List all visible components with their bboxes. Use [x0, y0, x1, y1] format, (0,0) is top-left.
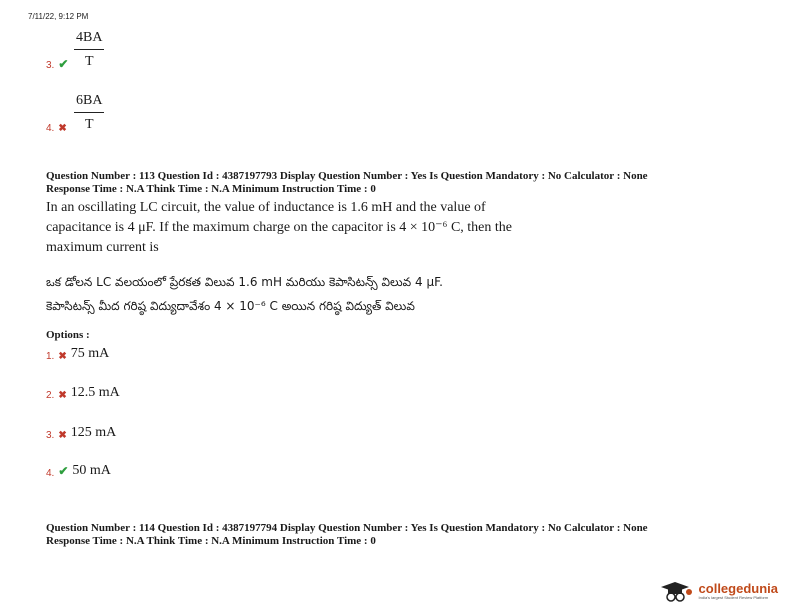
option-text: 125 mA — [70, 425, 117, 440]
question-113-english — [46, 198, 566, 258]
correct-check-icon: ✔ — [58, 464, 69, 478]
option-number: 3. — [46, 430, 55, 441]
meta-line-1: Question Number : 113 Question Id : 4387197793 Display Question Number : Yes Is Question Mandatory : No Calculator : None — [46, 170, 648, 182]
wrong-cross-icon: ✖ — [58, 351, 67, 362]
option-text: 50 mA — [72, 463, 111, 478]
question-114-meta — [46, 522, 648, 548]
prev-option-4-fraction — [74, 93, 104, 133]
print-timestamp: 7/11/22, 9:12 PM — [28, 12, 89, 21]
collegedunia-logo — [659, 580, 778, 602]
question-113-telugu — [46, 270, 443, 318]
option-text: 12.5 mA — [70, 385, 120, 400]
fraction-denominator: T — [84, 117, 94, 132]
graduate-cap-icon — [659, 580, 695, 602]
prev-option-4 — [46, 118, 67, 136]
prev-option-3-fraction — [74, 30, 104, 70]
logo-name: collegedunia — [698, 581, 778, 596]
wrong-cross-icon: ✖ — [58, 430, 67, 441]
fraction-numerator: 4BA — [74, 30, 104, 50]
option-number: 1. — [46, 351, 55, 362]
option-number: 4. — [46, 468, 55, 479]
option-number: 3. — [46, 60, 55, 71]
option-3 — [46, 425, 116, 441]
logo-tagline: India's largest Student Review Platform — [698, 595, 769, 600]
telugu-line-2: కెపాసిటన్స్ మీద గరిష్ఠ విద్యుదావేశం 4 × 10⁻⁶ C అయిన గరిష్ఠ విద్యుత్ విలువ — [46, 299, 415, 313]
english-line-3: maximum current is — [46, 240, 159, 255]
option-number: 4. — [46, 123, 55, 134]
wrong-cross-icon: ✖ — [58, 390, 67, 401]
logo-wordmark — [699, 582, 778, 600]
fraction-numerator: 6BA — [74, 93, 104, 113]
meta-line-1: Question Number : 114 Question Id : 4387197794 Display Question Number : Yes Is Question Mandatory : No Calculator : None — [46, 522, 648, 534]
telugu-line-1: ఒక డోలన LC వలయంలో ప్రేరకత విలువ 1.6 mH మరియు కెపాసిటన్స్ విలువ 4 μF. — [46, 275, 443, 289]
option-text: 75 mA — [70, 346, 110, 361]
wrong-cross-icon: ✖ — [58, 123, 67, 134]
option-number: 2. — [46, 390, 55, 401]
english-line-2: capacitance is 4 μF. If the maximum charge on the capacitor is 4 × 10⁻⁶ C, then the — [46, 220, 512, 235]
meta-line-2: Response Time : N.A Think Time : N.A Minimum Instruction Time : 0 — [46, 183, 376, 195]
option-2 — [46, 385, 120, 401]
correct-check-icon: ✔ — [58, 57, 69, 71]
fraction-denominator: T — [84, 54, 94, 69]
question-113-meta — [46, 170, 648, 196]
meta-line-2: Response Time : N.A Think Time : N.A Minimum Instruction Time : 0 — [46, 535, 376, 547]
prev-option-3 — [46, 55, 68, 73]
options-label: Options : — [46, 329, 90, 341]
option-1 — [46, 346, 109, 362]
english-line-1: In an oscillating LC circuit, the value of inductance is 1.6 mH and the value of — [46, 200, 486, 215]
option-4 — [46, 463, 111, 479]
